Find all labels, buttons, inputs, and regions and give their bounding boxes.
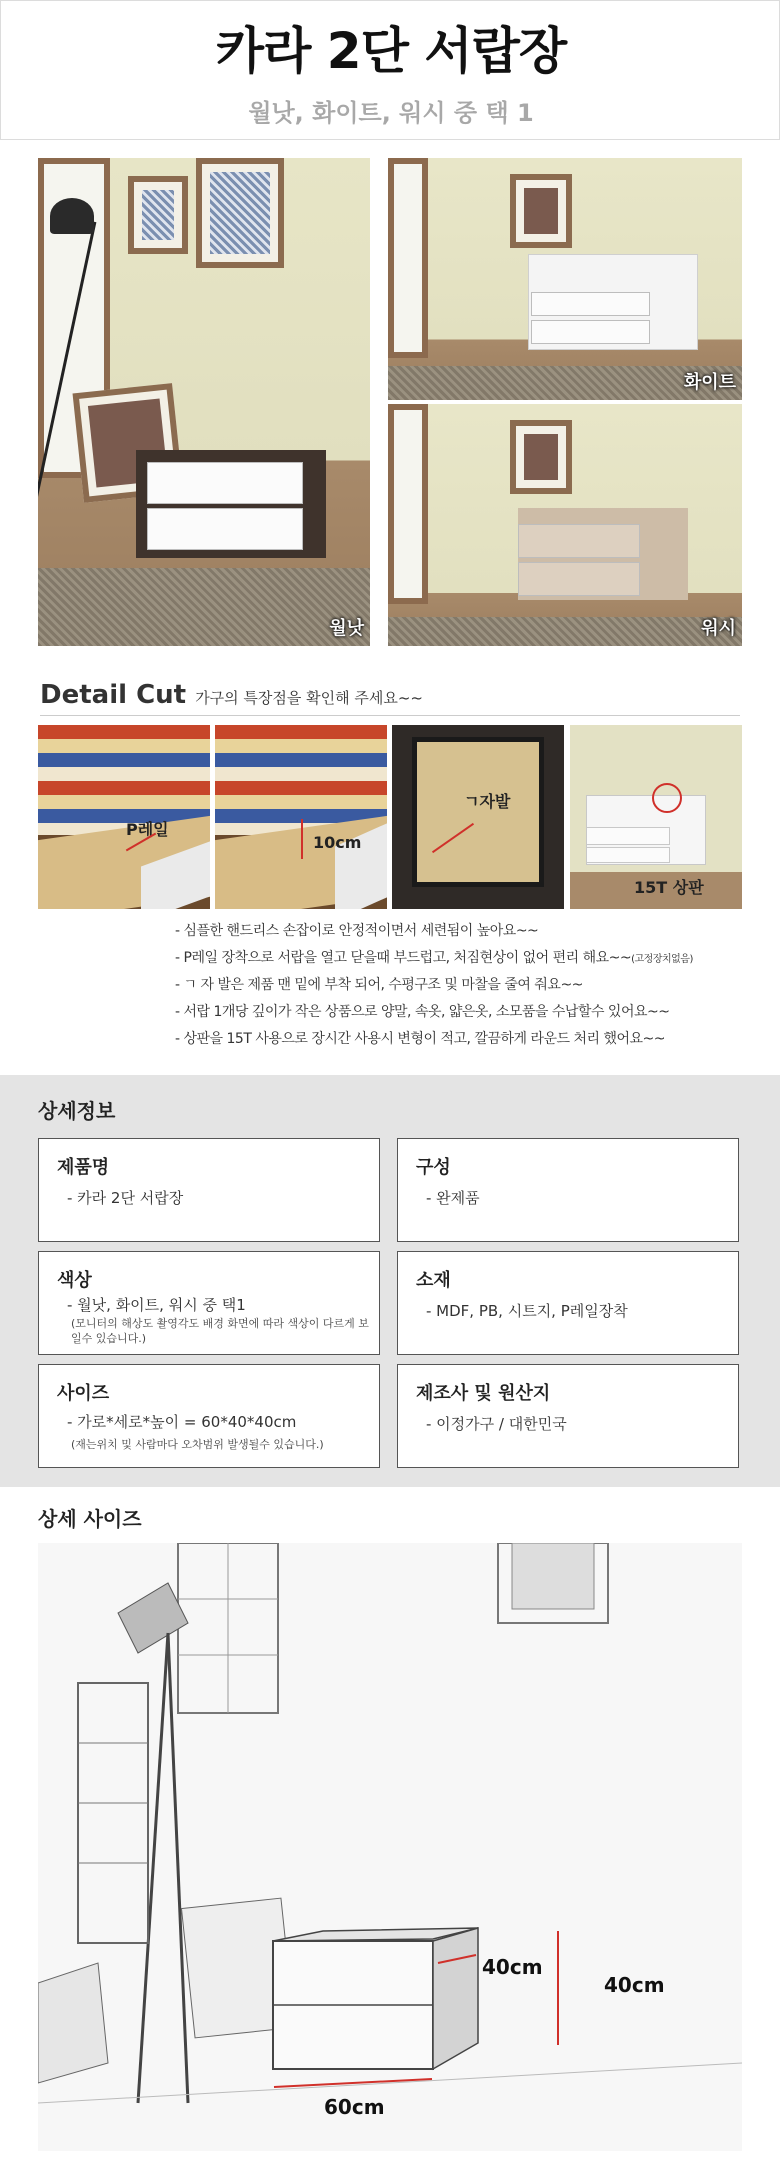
detail-cut-rail [38, 725, 210, 909]
feature-item: - 서랍 1개당 깊이가 작은 상품으로 양말, 속옷, 얇은옷, 소모품을 수납할수 있어요~~ [175, 1004, 670, 1020]
dim-width: 60cm [324, 2095, 385, 2119]
label-10cm: 10cm [313, 833, 362, 852]
feature-note: (고정장치없음) [631, 954, 693, 965]
spec-box-color [38, 1251, 380, 1355]
spec-section [0, 1075, 780, 1487]
photo-white [388, 158, 742, 400]
detail-cut-title: Detail Cut [40, 680, 187, 710]
spec-title: 색상 [57, 1270, 92, 1291]
badge-wash: 워시 [701, 618, 736, 639]
spec-note: (모니터의 해상도 촬영각도 배경 화면에 따라 색상이 다르게 보일수 있습니다.) [71, 1317, 369, 1345]
feature-item: - 상판을 15T 사용으로 장시간 사용시 변형이 적고, 깔끔하게 라운드 처리 했어요~~ [175, 1031, 665, 1047]
spec-value: - MDF, PB, 시트지, P레일장착 [426, 1302, 628, 1320]
spec-title: 소재 [416, 1270, 451, 1291]
feature-item: - 심플한 핸드리스 손잡이로 안정적이면서 세련됨이 높아요~~ [175, 923, 539, 939]
badge-walnut: 월낫 [329, 618, 364, 639]
detail-cut-depth [215, 725, 387, 909]
spec-box-name [38, 1138, 380, 1242]
spec-value: - 가로*세로*높이 = 60*40*40cm [67, 1413, 297, 1431]
detail-cut-subtitle: 가구의 특장점을 확인해 주세요~~ [195, 689, 423, 707]
spec-note: (재는위치 및 사람마다 오차범위 발생될수 있습니다.) [71, 1438, 324, 1451]
cabinet-white [528, 254, 698, 350]
size-section [0, 1487, 780, 2172]
spec-box-composition [397, 1138, 739, 1242]
page-header [0, 0, 780, 140]
spec-value: - 완제품 [426, 1189, 480, 1207]
label-foot: ㄱ자발 [464, 792, 511, 811]
spec-box-maker [397, 1364, 739, 1468]
detail-cut-heading [40, 680, 740, 716]
sketch-illustration [38, 1543, 742, 2151]
detail-cut-foot [392, 725, 564, 909]
photo-walnut [38, 158, 370, 646]
spec-title: 제품명 [57, 1157, 110, 1178]
spec-title: 사이즈 [57, 1383, 110, 1404]
spec-value: - 카라 2단 서랍장 [67, 1189, 184, 1207]
cabinet-wash [518, 508, 688, 600]
feature-item: - ㄱ 자 발은 제품 맨 밑에 부착 되어, 수평구조 및 마찰을 줄여 줘요~~ [175, 977, 583, 993]
spec-box-size [38, 1364, 380, 1468]
spec-box-material [397, 1251, 739, 1355]
dim-height: 40cm [604, 1973, 665, 1997]
label-p-rail: P레일 [126, 820, 169, 839]
feature-item: - P레일 장착으로 서랍을 열고 닫을때 부드럽고, 처짐현상이 없어 편리 해요~~(고정장치없음) [175, 950, 693, 966]
size-sketch [38, 1543, 742, 2151]
cabinet-walnut [136, 450, 326, 558]
feature-list [175, 918, 775, 1053]
spec-heading: 상세정보 [38, 1099, 116, 1123]
dim-depth: 40cm [482, 1955, 543, 1979]
badge-white: 화이트 [683, 372, 736, 393]
spec-title: 구성 [416, 1157, 451, 1178]
product-subtitle: 월낫, 화이트, 워시 중 택 1 [248, 99, 534, 127]
size-heading: 상세 사이즈 [38, 1507, 142, 1531]
spec-title: 제조사 및 원산지 [416, 1383, 551, 1404]
product-title: 카라 2단 서랍장 [215, 22, 567, 80]
label-15t-top: 15T 상판 [634, 878, 704, 897]
spec-value: - 이정가구 / 대한민국 [426, 1415, 567, 1433]
detail-cut-top [570, 725, 742, 909]
spec-value: - 월낫, 화이트, 워시 중 택1 [67, 1296, 246, 1314]
photo-wash [388, 404, 742, 646]
